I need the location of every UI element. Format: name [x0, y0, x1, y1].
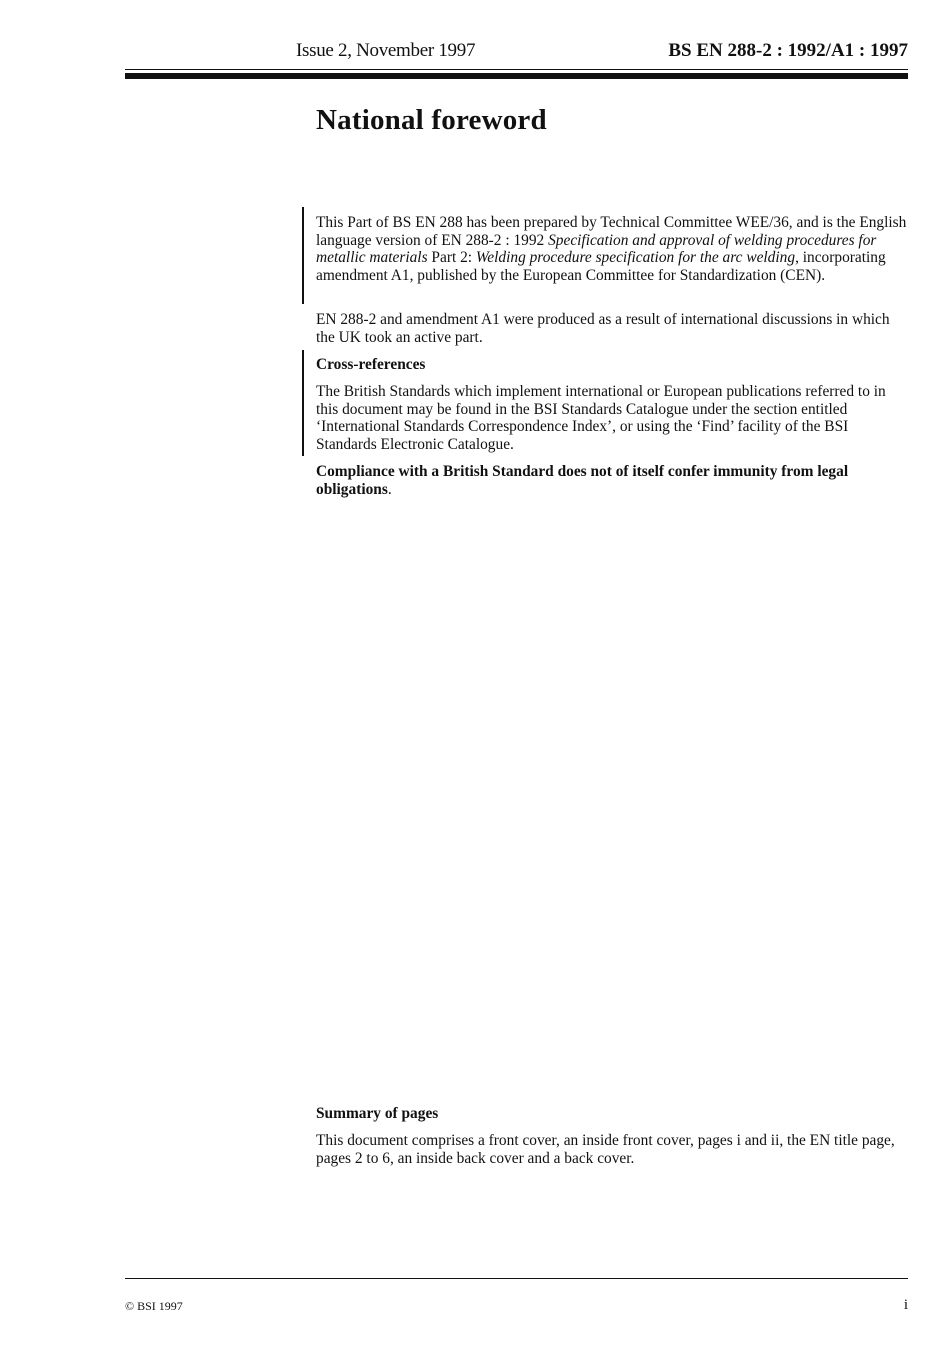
- paragraph-text: , incorporating amendment A1, published by the European Committee for Standardization (CEN).: [316, 249, 886, 284]
- header-standard-reference: BS EN 288-2 : 1992/A1 : 1997: [668, 40, 908, 61]
- summary-of-pages-heading: Summary of pages: [316, 1105, 439, 1122]
- part-title-italic: Welding procedure specification for the arc welding: [475, 249, 796, 267]
- paragraph-text: Part 2:: [427, 249, 476, 267]
- compliance-statement: [316, 463, 908, 498]
- footer-copyright: © BSI 1997: [125, 1299, 183, 1313]
- header-thin-rule: [125, 69, 908, 70]
- footer-rule: [125, 1278, 908, 1279]
- cross-references-paragraph: The British Standards which implement international or European publications referred to in this document may be found in the BSI Standards Catalogue under the section entitled ‘International Standards Correspondence Index’, or using the ‘Find’ facility of the BSI Standards Electronic Catalogue.: [316, 383, 886, 453]
- paragraph-text: This Part of BS EN 288 has been prepared by Technical Committee WEE/36, and is the English language version of EN 288-2 : 1992: [316, 214, 907, 249]
- foreword-paragraph-discussions: EN 288-2 and amendment A1 were produced as a result of international discussions in which the UK took an active part.: [316, 311, 890, 346]
- foreword-paragraph-committee: [316, 214, 908, 284]
- page-title: National foreword: [316, 104, 547, 136]
- header-issue: Issue 2, November 1997: [296, 40, 476, 61]
- cross-references-heading: Cross-references: [316, 356, 426, 373]
- footer-page-number: i: [903, 1297, 908, 1313]
- compliance-text: Compliance with a British Standard does not of itself confer immunity from legal obligations: [316, 463, 849, 498]
- standard-title-italic: Specification and approval of welding procedures for metallic materials: [316, 231, 877, 267]
- summary-of-pages-paragraph: This document comprises a front cover, an inside front cover, pages i and ii, the EN title page, pages 2 to 6, an inside back cover and a back cover.: [316, 1132, 895, 1167]
- change-bar: [302, 350, 304, 456]
- change-bar: [302, 207, 304, 304]
- header-thick-rule: [125, 73, 908, 79]
- compliance-period: .: [387, 480, 392, 498]
